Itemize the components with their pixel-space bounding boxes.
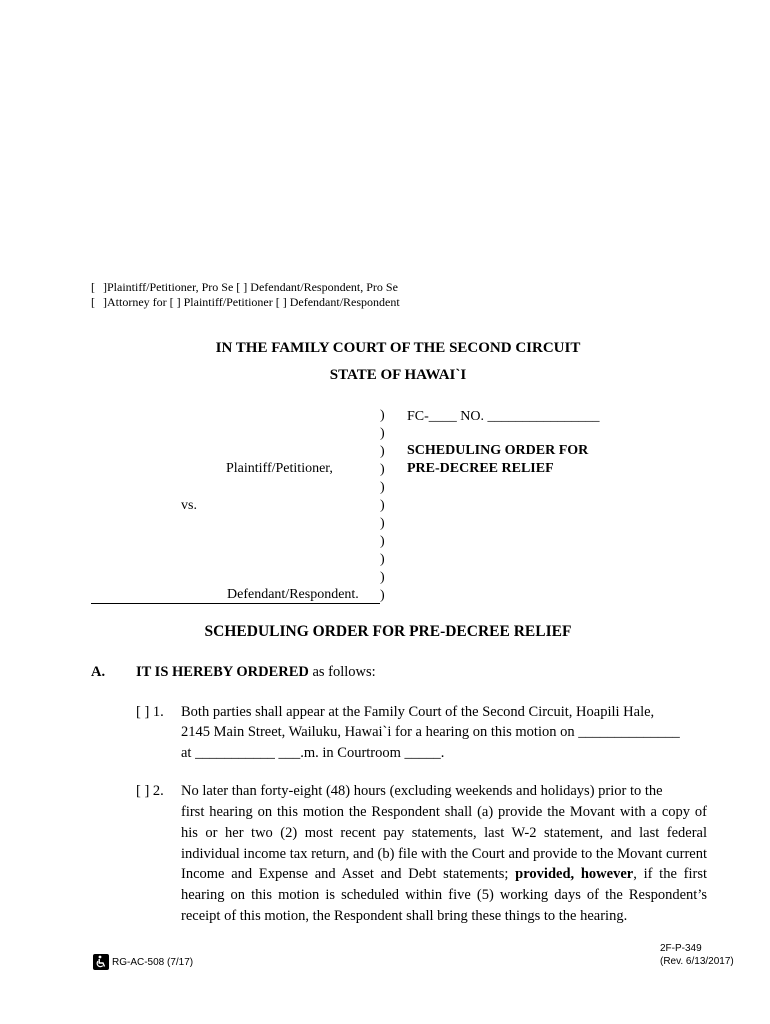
form-code: RG-AC-508 (7/17) <box>112 957 194 968</box>
section-a-letter: A. <box>91 664 106 680</box>
item-1-line-2: 2145 Main Street, Wailuku, Hawai`i for a hearing on this motion on ______________ <box>181 724 680 740</box>
case-number[interactable]: FC-____ NO. ________________ <box>407 409 600 424</box>
provided-however-text: provided, however <box>515 866 634 883</box>
form-number: 2F-P-349 <box>660 943 702 954</box>
item-2-paragraph <box>181 802 707 927</box>
paren: ) <box>380 516 385 531</box>
paren: ) <box>380 480 385 495</box>
paren: ) <box>380 534 385 549</box>
header-party-line-1: ]Plaintiff/Petitioner, Pro Se [ ] Defendant/Respondent, Pro Se <box>103 280 398 294</box>
item-1-line-1: Both parties shall appear at the Family Court of the Second Circuit, Hoapili Hale, <box>181 704 655 720</box>
court-title: IN THE FAMILY COURT OF THE SECOND CIRCUIT <box>215 340 581 356</box>
document-title-line-1: SCHEDULING ORDER FOR <box>407 443 589 458</box>
paren: ) <box>380 570 385 585</box>
versus-label: vs. <box>181 498 197 513</box>
paren: ) <box>380 498 385 513</box>
form-revision: (Rev. 6/13/2017) <box>660 956 734 967</box>
document-title-line-2: PRE-DECREE RELIEF <box>407 461 554 476</box>
item-2-text-part-2: , if the first hearing on this motion is scheduled within five (5) working days of the Respondent’s receipt of this motion, the Respondent shall bring these things to the hearing. <box>181 866 707 924</box>
plaintiff-label: Plaintiff/Petitioner, <box>226 461 333 476</box>
ordered-text: IT IS HEREBY ORDERED <box>136 664 309 680</box>
main-title: SCHEDULING ORDER FOR PRE-DECREE RELIEF <box>204 623 572 640</box>
header-party-line-2: ]Attorney for [ ] Plaintiff/Petitioner [ ] Defendant/Respondent <box>103 295 400 309</box>
caption-paren-column <box>380 407 385 605</box>
section-a-heading <box>136 664 376 681</box>
paren: ) <box>380 408 385 423</box>
item-1-checkbox[interactable]: [ ] 1. <box>136 704 164 720</box>
item-2-text-part-1: first hearing on this motion the Respondent shall (a) provide the Movant with a copy of his or her two (2) most recent pay statements, last W-2 statement, and last federal individual income tax return, and (b) file with the Court and provide to the Movant current Income and Expense and Asset and Debt statements; <box>181 804 707 883</box>
paren: ) <box>380 552 385 567</box>
as-follows-text: as follows: <box>308 664 376 680</box>
paren: ) <box>380 462 385 477</box>
paren: ) <box>380 426 385 441</box>
wheelchair-accessibility-icon <box>93 954 109 970</box>
item-2-checkbox[interactable]: [ ] 2. <box>136 783 164 799</box>
defendant-label: Defendant/Respondent. <box>227 587 359 602</box>
paren: ) <box>380 588 385 603</box>
attorney-for-checkbox[interactable]: [ <box>91 295 95 309</box>
paren: ) <box>380 444 385 459</box>
item-2-line-1: No later than forty-eight (48) hours (excluding weekends and holidays) prior to the <box>181 783 663 799</box>
plaintiff-pro-se-checkbox[interactable]: [ <box>91 280 95 294</box>
court-state: STATE OF HAWAI`I <box>329 367 467 383</box>
item-1-line-3: at ___________ ___.m. in Courtroom _____. <box>181 745 445 761</box>
defendant-name-line[interactable] <box>91 603 380 604</box>
